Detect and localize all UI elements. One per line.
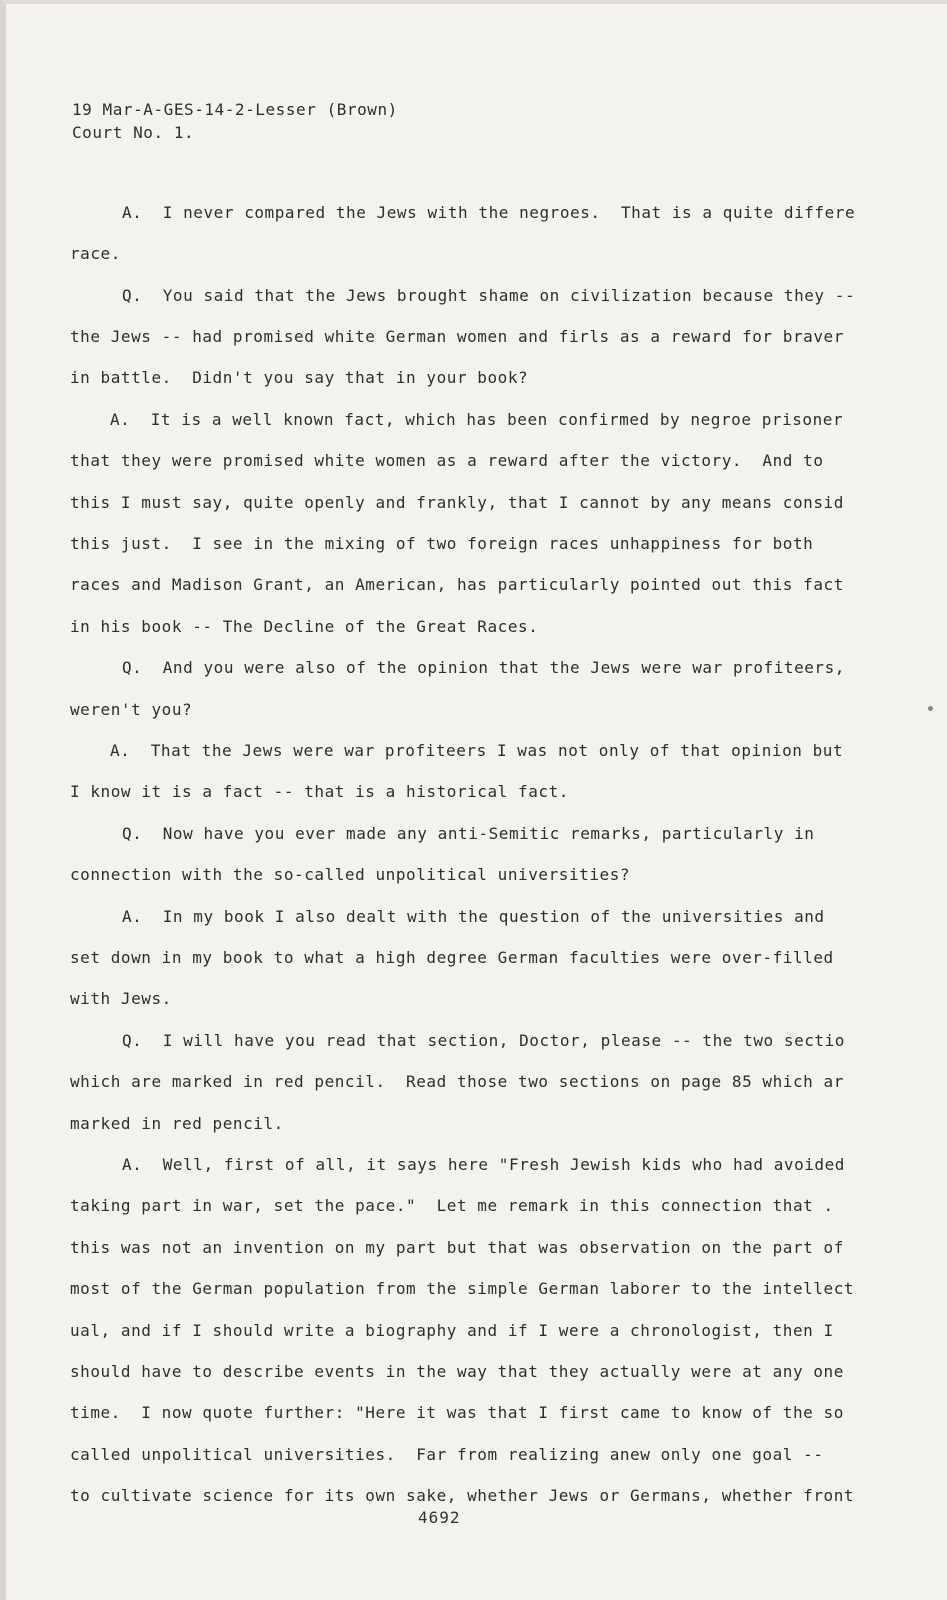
transcript-line: should have to describe events in the way that they actually were at any one xyxy=(70,1363,844,1381)
transcript-line: this I must say, quite openly and frankly, that I cannot by any means consid xyxy=(70,494,844,512)
transcript-line: set down in my book to what a high degree German faculties were over-filled xyxy=(70,949,834,967)
transcript-line: I know it is a fact -- that is a historical fact. xyxy=(70,783,569,801)
transcript-line: ual, and if I should write a biography and if I were a chronologist, then I xyxy=(70,1322,834,1340)
transcript-line: taking part in war, set the pace." Let me remark in this connection that . xyxy=(70,1197,834,1215)
transcript-line: Q. Now have you ever made any anti-Semitic remarks, particularly in xyxy=(122,825,815,843)
transcript-line: weren't you? xyxy=(70,701,193,719)
transcript-line: A. It is a well known fact, which has been confirmed by negroe prisoner xyxy=(110,411,844,429)
transcript-line: in battle. Didn't you say that in your book? xyxy=(70,369,529,387)
transcript-line: A. I never compared the Jews with the negroes. That is a quite differe xyxy=(122,204,856,222)
transcript-line: in his book -- The Decline of the Great Races. xyxy=(70,618,539,636)
transcript-line: this just. I see in the mixing of two foreign races unhappiness for both xyxy=(70,535,814,553)
paper-speck xyxy=(928,706,933,711)
transcript-line: Q. And you were also of the opinion that the Jews were war profiteers, xyxy=(122,659,845,677)
header-line: Court No. 1. xyxy=(72,124,195,142)
transcript-line: this was not an invention on my part but that was observation on the part of xyxy=(70,1239,844,1257)
transcript-line: Q. I will have you read that section, Doctor, please -- the two sectio xyxy=(122,1032,845,1050)
transcript-line: race. xyxy=(70,245,121,263)
transcript-line: A. Well, first of all, it says here "Fresh Jewish kids who had avoided xyxy=(122,1156,845,1174)
transcript-line: most of the German population from the simple German laborer to the intellect xyxy=(70,1280,855,1298)
transcript-line: connection with the so-called unpolitical universities? xyxy=(70,866,631,884)
transcript-line: A. That the Jews were war profiteers I was not only of that opinion but xyxy=(110,742,844,760)
transcript-line: time. I now quote further: "Here it was that I first came to know of the so xyxy=(70,1404,844,1422)
transcript-line: Q. You said that the Jews brought shame on civilization because they -- xyxy=(122,287,856,305)
transcript-line: races and Madison Grant, an American, has particularly pointed out this fact xyxy=(70,576,844,594)
transcript-line: marked in red pencil. xyxy=(70,1115,284,1133)
transcript-line: that they were promised white women as a reward after the victory. And to xyxy=(70,452,824,470)
transcript-line: the Jews -- had promised white German women and firls as a reward for braver xyxy=(70,328,844,346)
page-number: 4692 xyxy=(418,1508,461,1527)
transcript-line: called unpolitical universities. Far from realizing anew only one goal -- xyxy=(70,1446,824,1464)
transcript-line: with Jews. xyxy=(70,990,172,1008)
transcript-line: A. In my book I also dealt with the question of the universities and xyxy=(122,908,825,926)
header-line: 19 Mar-A-GES-14-2-Lesser (Brown) xyxy=(72,101,398,119)
transcript-line: which are marked in red pencil. Read those two sections on page 85 which ar xyxy=(70,1073,844,1091)
transcript-line: to cultivate science for its own sake, whether Jews or Germans, whether front xyxy=(70,1487,855,1505)
